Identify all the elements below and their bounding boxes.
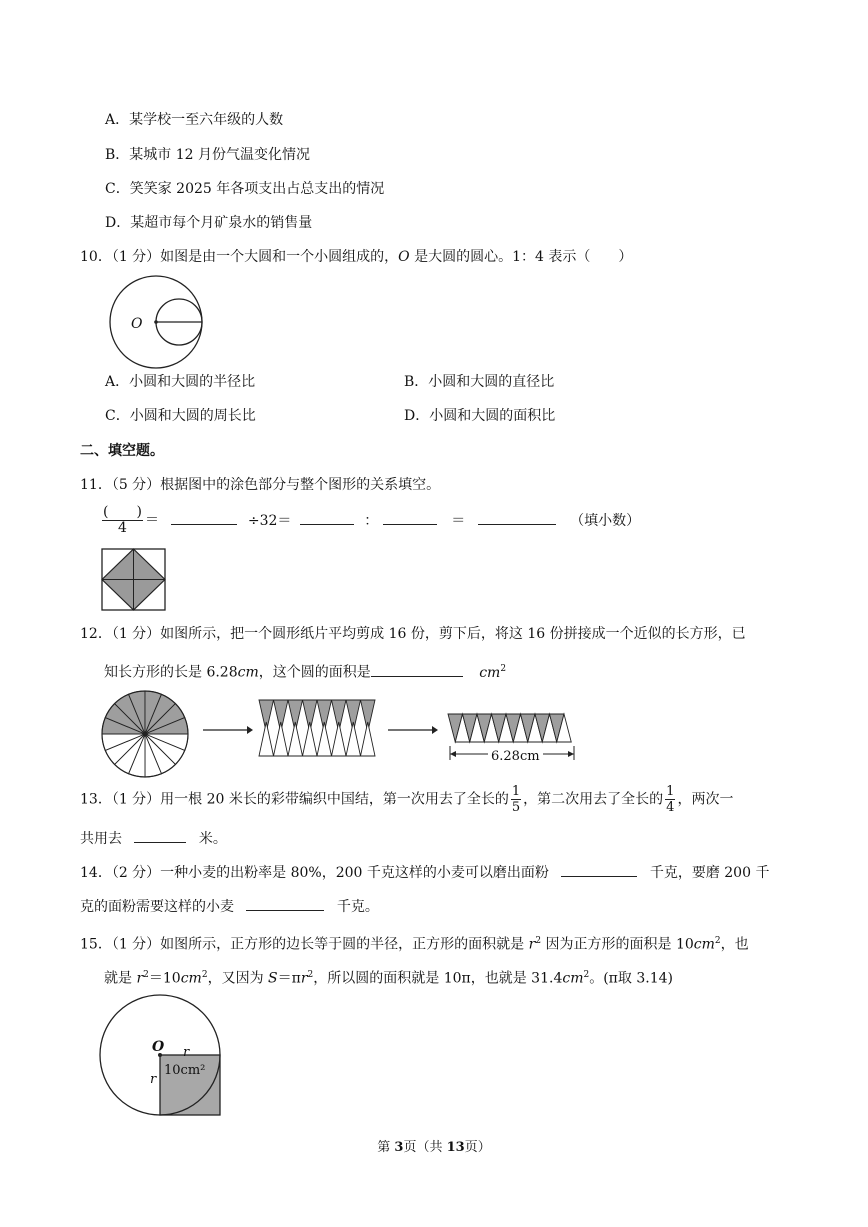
footer-page: 3 [394, 1140, 404, 1155]
q12-dim-label: 6.28cm [488, 749, 543, 765]
q15-exp: 2 [714, 936, 721, 946]
q15-line2-b: ＝10 [148, 970, 181, 987]
q10-fig-o-label: O [131, 316, 143, 332]
q11-fraction-numerator: ( ) [103, 504, 142, 520]
q13-stem1-a: 13．（1 分）用一根 20 米长的彩带编织中国结，第一次用去了全长的 [80, 791, 509, 808]
q15-line1-b: 因为正方形的面积是 10 [541, 936, 694, 953]
q10-option-d: D．小圆和大圆的面积比 [404, 408, 556, 424]
q11-div32: ÷32＝ [247, 512, 292, 529]
q12-strips-top [259, 700, 375, 732]
q12-rect-triangles [448, 714, 571, 742]
q15-r: r [136, 970, 144, 987]
q11-blank-2[interactable] [300, 510, 354, 525]
bottom-strip-triangle [346, 722, 361, 756]
q9-option-d: D．某超市每个月矿泉水的销售量 [105, 215, 313, 231]
q11-fill-row [100, 505, 640, 545]
bottom-strip-triangle [303, 722, 318, 756]
bottom-strip-triangle [361, 722, 376, 756]
q12-stem-line1: 12．（1 分）如图所示，把一个圆形纸片平均剪成 16 份，剪下后，将这 16 份拼接成一个近似的长方形，已 [80, 626, 746, 642]
bottom-strip-triangle [274, 722, 289, 756]
q15-exp: 2 [307, 970, 314, 980]
q15-cm: cm [693, 936, 715, 953]
footer-post: 页） [464, 1140, 491, 1155]
q12-stem2-pre: 知长方形的长是 6.28 [104, 664, 238, 681]
q13-stem2-a: 共用去 [80, 831, 122, 847]
q11-fraction-denominator: 4 [118, 520, 127, 536]
q14-blank-1[interactable] [561, 862, 637, 877]
q12-stem-line2 [104, 659, 506, 683]
q15-fig-o: O [152, 1039, 165, 1055]
q12-strips-bottom [259, 722, 375, 756]
q13-stem2-b: 米。 [198, 831, 227, 847]
q13-fraction-2-num: 1 [666, 784, 675, 799]
q12-blank[interactable] [371, 662, 463, 677]
q12-separated-strips [257, 698, 382, 760]
q11-equals-1: ＝ [144, 512, 159, 529]
section-title: 二、填空题。 [80, 443, 164, 459]
q15-fig-r-left: r [150, 1072, 157, 1087]
q14-line2-a: 克的面粉需要这样的小麦 [80, 899, 234, 915]
q12-unit-exp: 2 [500, 664, 507, 674]
q14-blank-2[interactable] [246, 896, 324, 911]
q15-exp: 2 [583, 970, 590, 980]
footer-total: 13 [446, 1140, 465, 1155]
bottom-strip-triangle [317, 722, 332, 756]
footer-mid: 页（共 [403, 1140, 447, 1155]
bottom-strip-triangle [288, 722, 303, 756]
q15-cm: cm [562, 970, 584, 987]
arrow-icon [203, 724, 253, 736]
q10-circle-figure [100, 270, 230, 370]
q15-line2-d: ＝π [277, 970, 301, 987]
q15-circle-square-figure [100, 995, 230, 1120]
q10-option-b: B．小圆和大圆的直径比 [404, 374, 555, 390]
q13-fraction-2 [665, 784, 675, 815]
q12-stem2-unit: cm [237, 664, 259, 681]
q13-stem-line1 [80, 784, 733, 815]
q15-r: r [300, 970, 308, 987]
q15-line2-e: ，所以圆的面积就是 10π，也就是 31.4 [313, 970, 563, 987]
q15-line2-c: ，又因为 [207, 970, 269, 987]
q14-line2 [80, 896, 379, 917]
footer-pre: 第 [377, 1140, 395, 1155]
q11-square-figure [101, 548, 167, 612]
q13-stem1-b: ，第二次用去了全长的 [523, 791, 664, 808]
q11-stem: 11．（5 分）根据图中的涂色部分与整个图形的关系填空。 [80, 477, 441, 493]
page-footer [0, 1138, 868, 1158]
q15-cm: cm [180, 970, 202, 987]
q15-fig-area: 10cm² [164, 1063, 206, 1078]
q13-fraction-2-den: 4 [666, 800, 675, 815]
q10-stem [80, 247, 632, 267]
q15-exp: 2 [143, 970, 149, 980]
q13-blank[interactable] [134, 828, 186, 843]
q10-stem-pre: 10．（1 分）如图是由一个大圆和一个小圆组成的， [80, 249, 399, 265]
q12-stem2-mid: ，这个圆的面积是 [258, 664, 371, 681]
q9-option-b: B．某城市 12 月份气温变化情况 [105, 147, 311, 163]
q15-fig-r-top: r [183, 1045, 190, 1060]
bottom-strip-triangle [332, 722, 347, 756]
q9-option-a: A．某学校一至六年级的人数 [105, 112, 284, 128]
q11-equals-2: ＝ [451, 512, 466, 529]
q12-unit-end: cm [479, 664, 501, 681]
q11-colon: ： [364, 512, 379, 529]
q14-line1-b: 千克，要磨 200 千 [649, 865, 770, 881]
q15-line2-f: 。(π取 3.14) [589, 970, 673, 987]
q14-line2-b: 千克。 [336, 899, 379, 915]
q13-fraction-1 [511, 784, 521, 815]
q15-exp: 2 [535, 936, 542, 946]
arrow-icon [388, 724, 438, 736]
q14-line1 [80, 862, 769, 883]
q10-stem-post: 是大圆的圆心。1：4 表示（ ） [409, 249, 633, 265]
q13-stem-line2 [80, 828, 227, 849]
q11-blank-1[interactable] [171, 510, 237, 525]
q11-note: （填小数） [570, 512, 641, 529]
q10-option-c: C．小圆和大圆的周长比 [105, 408, 256, 424]
q15-line2 [104, 965, 673, 989]
q15-r: r [528, 936, 536, 953]
q13-stem1-c: ，两次一 [677, 791, 734, 808]
q9-option-c: C．笑笑家 2025 年各项支出占总支出的情况 [105, 181, 385, 197]
q12-divided-circle [101, 690, 191, 780]
bottom-strip-triangle [259, 722, 274, 756]
q14-line1-a: 14．（2 分）一种小麦的出粉率是 80%，200 千克这样的小麦可以磨出面粉 [80, 865, 549, 881]
q15-exp: 2 [201, 970, 208, 980]
q15-line1-c: ，也 [720, 936, 749, 953]
q15-line1-a: 15．（1 分）如图所示，正方形的边长等于圆的半径，正方形的面积就是 [80, 936, 529, 953]
q15-line1 [80, 931, 749, 955]
q15-S: S [268, 970, 278, 987]
q13-fraction-1-num: 1 [511, 784, 521, 799]
q11-fraction [102, 505, 143, 536]
q11-blank-3[interactable] [383, 510, 437, 525]
q13-fraction-1-den: 5 [511, 800, 521, 815]
q10-option-a: A．小圆和大圆的半径比 [105, 374, 256, 390]
q15-line2-a: 就是 [104, 970, 137, 987]
q10-stem-var: O [398, 249, 410, 265]
q11-blank-4[interactable] [478, 510, 556, 525]
